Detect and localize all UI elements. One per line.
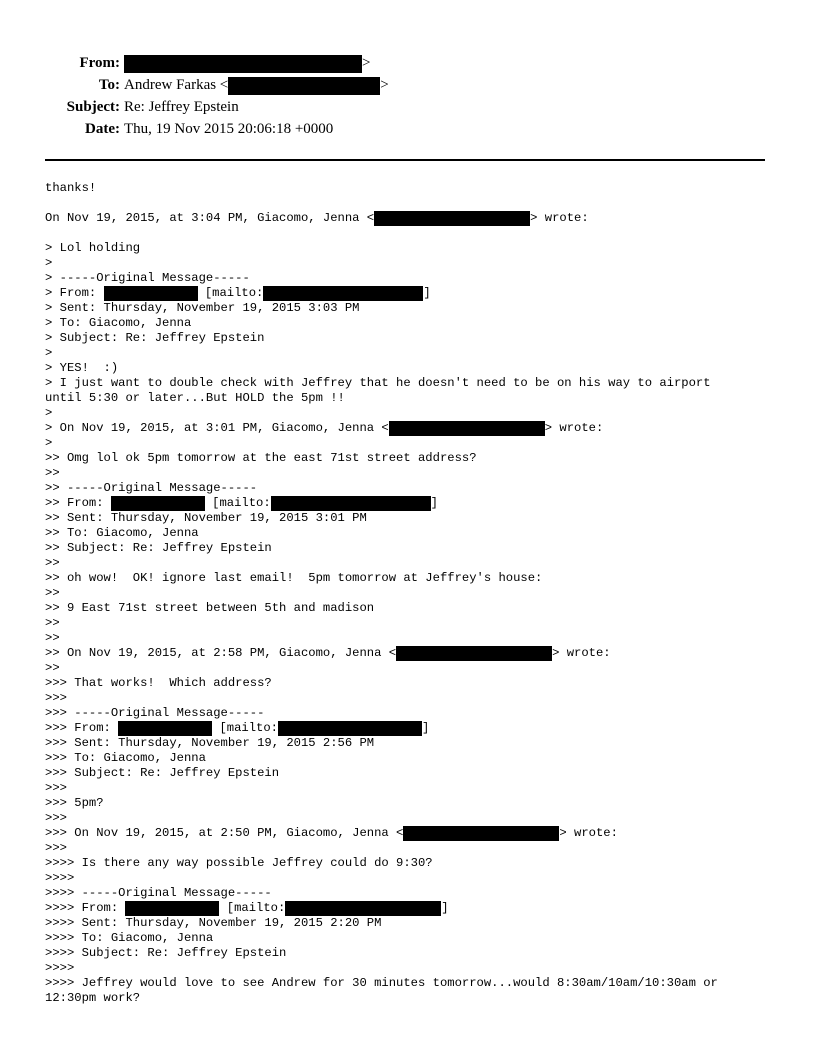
body-text: >>> On Nov 19, 2015, at 2:50 PM, Giacomo, Jenna < bbox=[45, 826, 404, 840]
redaction-block bbox=[278, 721, 422, 736]
body-line bbox=[45, 331, 775, 346]
body-text: 12:30pm work? bbox=[45, 991, 141, 1005]
body-text: > Subject: Re: Jeffrey Epstein bbox=[45, 331, 265, 345]
body-text: > I just want to double check with Jeffrey that he doesn't need to be on his way to airport bbox=[45, 376, 711, 390]
body-line bbox=[45, 481, 775, 496]
body-text: >>> -----Original Message----- bbox=[45, 706, 265, 720]
redaction-block bbox=[374, 211, 530, 226]
from-redaction bbox=[124, 55, 362, 73]
redaction-block bbox=[104, 286, 198, 301]
body-text: >>>> Jeffrey would love to see Andrew for 30 minutes tomorrow...would 8:30am/10am/10:30am or bbox=[45, 976, 718, 990]
body-text: ] bbox=[430, 496, 438, 510]
body-line bbox=[45, 796, 775, 811]
body-text: >> bbox=[45, 661, 60, 675]
body-text: >>> That works! Which address? bbox=[45, 676, 272, 690]
body-line bbox=[45, 526, 775, 541]
body-line bbox=[45, 811, 775, 826]
redaction-block bbox=[263, 286, 423, 301]
body-line bbox=[45, 346, 775, 361]
body-line bbox=[45, 256, 775, 271]
body-text: >> 9 East 71st street between 5th and madison bbox=[45, 601, 375, 615]
from-bracket: > bbox=[362, 55, 371, 71]
body-line bbox=[45, 766, 775, 781]
body-text: >>>> bbox=[45, 961, 75, 975]
body-text: > Lol holding bbox=[45, 241, 141, 255]
body-line bbox=[45, 871, 775, 886]
body-line bbox=[45, 781, 775, 796]
body-line bbox=[45, 571, 775, 586]
body-line bbox=[45, 886, 775, 901]
body-text: ] bbox=[423, 286, 431, 300]
header-divider bbox=[45, 159, 765, 161]
body-line bbox=[45, 451, 775, 466]
body-line bbox=[45, 211, 775, 226]
email-body bbox=[45, 181, 775, 1006]
body-line bbox=[45, 991, 775, 1006]
body-line bbox=[45, 901, 775, 916]
body-text: >> bbox=[45, 466, 60, 480]
body-line bbox=[45, 241, 775, 256]
body-text: > bbox=[45, 406, 53, 420]
body-text: >> Omg lol ok 5pm tomorrow at the east 71st street address? bbox=[45, 451, 477, 465]
body-text: [mailto: bbox=[212, 721, 278, 735]
body-text: >>> bbox=[45, 811, 67, 825]
body-line bbox=[45, 916, 775, 931]
body-text: >>>> To: Giacomo, Jenna bbox=[45, 931, 214, 945]
body-text: [mailto: bbox=[197, 286, 264, 300]
body-text: >>>> Subject: Re: Jeffrey Epstein bbox=[45, 946, 287, 960]
body-line bbox=[45, 271, 775, 286]
body-line bbox=[45, 631, 775, 646]
body-text: > wrote: bbox=[559, 826, 618, 840]
body-text: > bbox=[45, 346, 53, 360]
body-text: > wrote: bbox=[544, 421, 604, 435]
body-text: >>>> Sent: Thursday, November 19, 2015 2:20 PM bbox=[45, 916, 382, 930]
body-text: >>> Sent: Thursday, November 19, 2015 2:56 PM bbox=[45, 736, 375, 750]
body-text: >> On Nov 19, 2015, at 2:58 PM, Giacomo, Jenna < bbox=[45, 646, 397, 660]
body-line bbox=[45, 286, 775, 301]
body-line bbox=[45, 361, 775, 376]
body-text: > -----Original Message----- bbox=[45, 271, 250, 285]
body-text: >> bbox=[45, 616, 60, 630]
body-line bbox=[45, 856, 775, 871]
body-line bbox=[45, 751, 775, 766]
body-line bbox=[45, 196, 775, 211]
to-name: Andrew Farkas < bbox=[124, 77, 229, 93]
from-label: From: bbox=[79, 55, 120, 71]
body-text: > Sent: Thursday, November 19, 2015 3:03 PM bbox=[45, 301, 360, 315]
body-text: [mailto: bbox=[219, 901, 286, 915]
body-line bbox=[45, 931, 775, 946]
subject-value: Re: Jeffrey Epstein bbox=[124, 99, 239, 115]
body-line bbox=[45, 616, 775, 631]
redaction-block bbox=[403, 826, 559, 841]
subject-label: Subject: bbox=[66, 99, 120, 115]
body-text: > To: Giacomo, Jenna bbox=[45, 316, 192, 330]
body-text: >>> From: bbox=[45, 721, 119, 735]
body-line bbox=[45, 676, 775, 691]
redaction-block bbox=[389, 421, 545, 436]
body-line bbox=[45, 826, 775, 841]
body-text: >> -----Original Message----- bbox=[45, 481, 258, 495]
body-line bbox=[45, 841, 775, 856]
body-line bbox=[45, 541, 775, 556]
body-text: >> bbox=[45, 586, 60, 600]
body-text: >> oh wow! OK! ignore last email! 5pm tomorrow at Jeffrey's house: bbox=[45, 571, 543, 585]
body-text: > wrote: bbox=[552, 646, 611, 660]
body-text: >> bbox=[45, 631, 60, 645]
body-line bbox=[45, 691, 775, 706]
body-text: >>> To: Giacomo, Jenna bbox=[45, 751, 206, 765]
body-text: >>> bbox=[45, 841, 67, 855]
body-line bbox=[45, 736, 775, 751]
body-line bbox=[45, 316, 775, 331]
body-text: ] bbox=[421, 721, 430, 735]
redaction-block bbox=[125, 901, 219, 916]
body-line bbox=[45, 946, 775, 961]
body-line bbox=[45, 706, 775, 721]
body-line bbox=[45, 721, 775, 736]
body-text: > bbox=[45, 436, 53, 450]
body-line bbox=[45, 511, 775, 526]
body-text: >> From: bbox=[45, 496, 111, 510]
to-bracket: > bbox=[380, 77, 389, 93]
body-text: >> Subject: Re: Jeffrey Epstein bbox=[45, 541, 272, 555]
body-text: >> Sent: Thursday, November 19, 2015 3:01 PM bbox=[45, 511, 367, 525]
body-text: until 5:30 or later...But HOLD the 5pm !! bbox=[45, 391, 345, 405]
body-line bbox=[45, 586, 775, 601]
body-line bbox=[45, 961, 775, 976]
body-text: >> To: Giacomo, Jenna bbox=[45, 526, 199, 540]
body-text: > wrote: bbox=[530, 211, 589, 225]
body-line bbox=[45, 226, 775, 241]
to-label: To: bbox=[98, 77, 120, 93]
body-text: ] bbox=[441, 901, 449, 915]
body-text: >>>> Is there any way possible Jeffrey could do 9:30? bbox=[45, 856, 433, 870]
body-line bbox=[45, 301, 775, 316]
body-text: thanks! bbox=[45, 181, 97, 195]
body-line bbox=[45, 646, 775, 661]
body-line bbox=[45, 436, 775, 451]
body-text: > On Nov 19, 2015, at 3:01 PM, Giacomo, Jenna < bbox=[45, 421, 389, 435]
body-line bbox=[45, 466, 775, 481]
body-text: [mailto: bbox=[204, 496, 271, 510]
body-line bbox=[45, 376, 775, 391]
body-text: >>> Subject: Re: Jeffrey Epstein bbox=[45, 766, 280, 780]
body-line bbox=[45, 556, 775, 571]
body-text: >>>> bbox=[45, 871, 75, 885]
body-line bbox=[45, 496, 775, 511]
date-value: Thu, 19 Nov 2015 20:06:18 +0000 bbox=[124, 121, 334, 137]
body-text: >>> bbox=[45, 691, 67, 705]
body-text: > YES! :) bbox=[45, 361, 119, 375]
body-text: >> bbox=[45, 556, 60, 570]
redaction-block bbox=[285, 901, 441, 916]
redaction-block bbox=[271, 496, 431, 511]
redaction-block bbox=[118, 721, 212, 736]
redaction-block bbox=[396, 646, 552, 661]
body-line bbox=[45, 181, 775, 196]
body-line bbox=[45, 421, 775, 436]
body-text: > bbox=[45, 256, 53, 270]
redaction-block bbox=[111, 496, 205, 511]
body-line bbox=[45, 661, 775, 676]
body-text: >>> 5pm? bbox=[45, 796, 104, 810]
body-text: > From: bbox=[45, 286, 104, 300]
body-text: >>>> From: bbox=[45, 901, 126, 915]
to-redaction bbox=[228, 77, 380, 95]
body-line bbox=[45, 601, 775, 616]
body-text: >>>> -----Original Message----- bbox=[45, 886, 272, 900]
body-text: On Nov 19, 2015, at 3:04 PM, Giacomo, Jenna < bbox=[45, 211, 375, 225]
body-text: >>> bbox=[45, 781, 67, 795]
body-line bbox=[45, 976, 775, 991]
body-line bbox=[45, 406, 775, 421]
body-line bbox=[45, 391, 775, 406]
date-label: Date: bbox=[85, 121, 120, 137]
